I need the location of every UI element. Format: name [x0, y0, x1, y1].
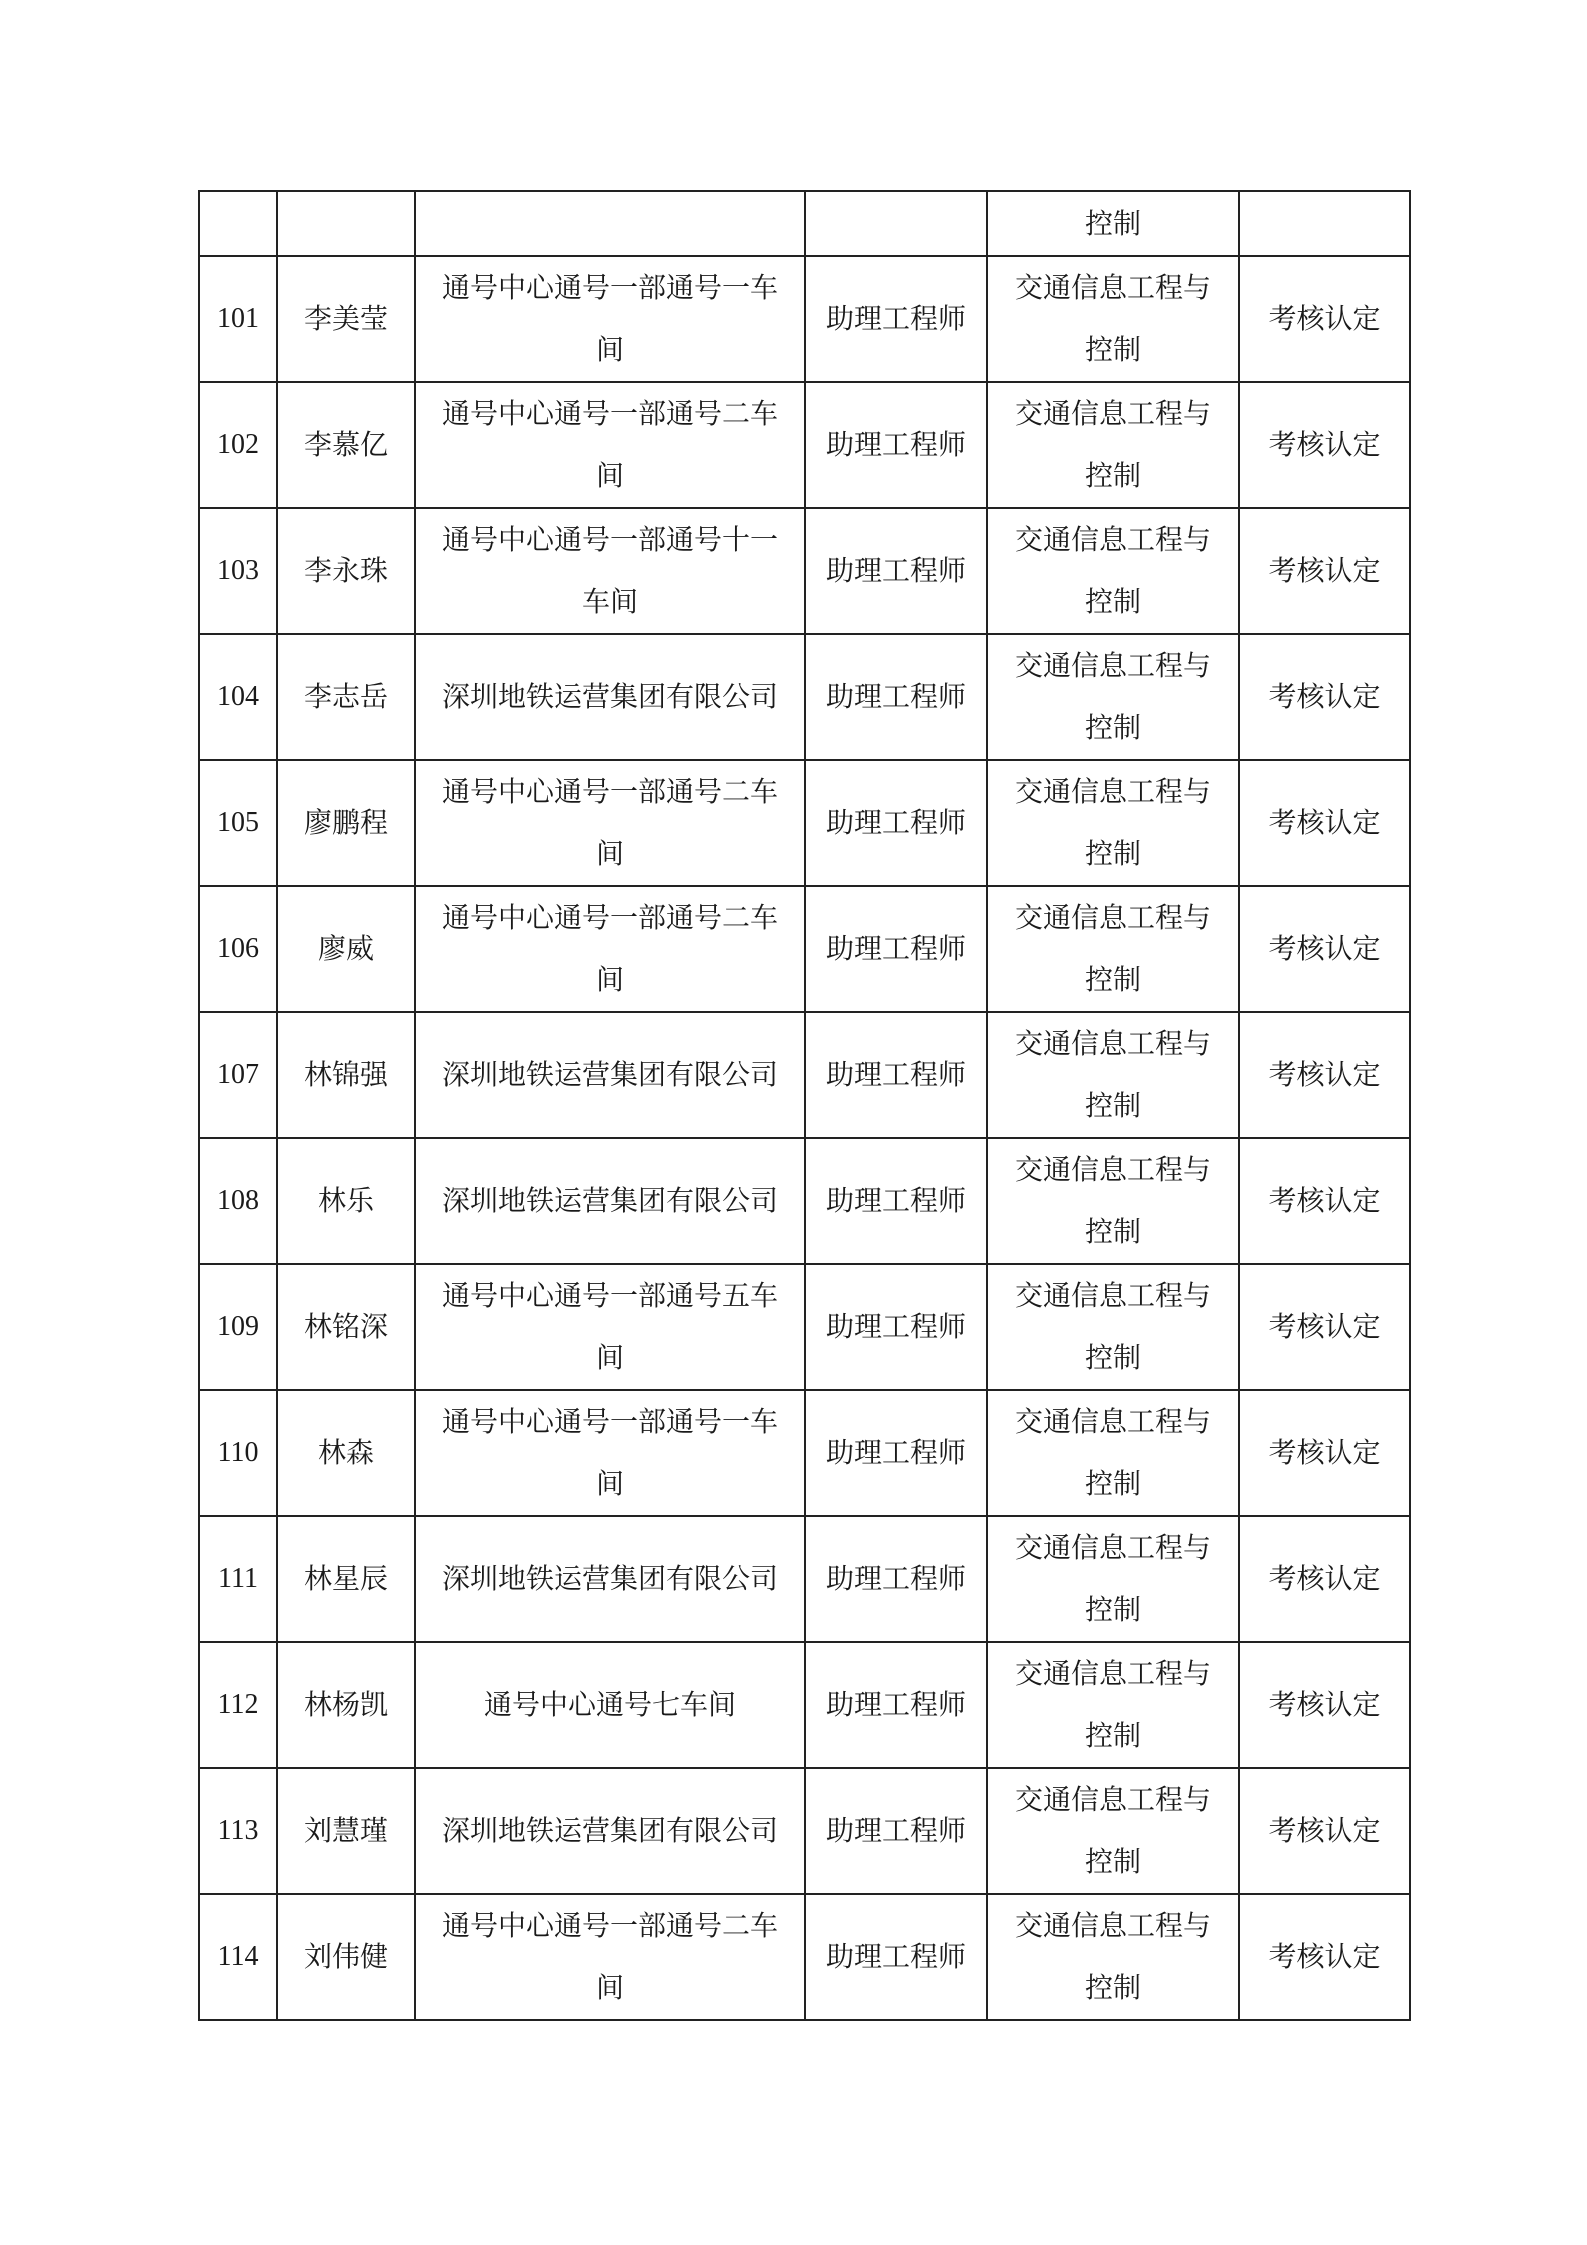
method-cell: 考核认定 — [1239, 1642, 1410, 1768]
method-cell: 考核认定 — [1239, 1138, 1410, 1264]
method-cell: 考核认定 — [1239, 1894, 1410, 2020]
method-cell: 考核认定 — [1239, 1516, 1410, 1642]
title-cell: 助理工程师 — [805, 1768, 987, 1894]
table-row — [199, 1264, 1410, 1390]
title-cell: 助理工程师 — [805, 1264, 987, 1390]
major-cell: 控制 — [987, 191, 1239, 256]
unit-cell: 深圳地铁运营集团有限公司 — [415, 1138, 805, 1264]
continuation-row — [199, 191, 1410, 256]
index-cell — [199, 191, 277, 256]
title-cell: 助理工程师 — [805, 1516, 987, 1642]
title-cell: 助理工程师 — [805, 1642, 987, 1768]
index-cell: 111 — [199, 1516, 277, 1642]
table-row — [199, 382, 1410, 508]
table-row — [199, 508, 1410, 634]
method-cell: 考核认定 — [1239, 382, 1410, 508]
name-cell: 李慕亿 — [277, 382, 415, 508]
table-row — [199, 886, 1410, 1012]
method-cell: 考核认定 — [1239, 508, 1410, 634]
major-cell: 交通信息工程与控制 — [987, 886, 1239, 1012]
major-cell: 交通信息工程与控制 — [987, 1894, 1239, 2020]
table-row — [199, 1390, 1410, 1516]
title-cell: 助理工程师 — [805, 1138, 987, 1264]
major-cell: 交通信息工程与控制 — [987, 1138, 1239, 1264]
table-row — [199, 1642, 1410, 1768]
name-cell: 廖鹏程 — [277, 760, 415, 886]
index-cell: 112 — [199, 1642, 277, 1768]
title-cell: 助理工程师 — [805, 1894, 987, 2020]
unit-cell: 通号中心通号一部通号十一车间 — [415, 508, 805, 634]
name-cell: 林锦强 — [277, 1012, 415, 1138]
unit-cell: 通号中心通号七车间 — [415, 1642, 805, 1768]
index-cell: 110 — [199, 1390, 277, 1516]
major-cell: 交通信息工程与控制 — [987, 256, 1239, 382]
title-cell: 助理工程师 — [805, 508, 987, 634]
method-cell: 考核认定 — [1239, 886, 1410, 1012]
name-cell: 林铭深 — [277, 1264, 415, 1390]
unit-cell: 深圳地铁运营集团有限公司 — [415, 1768, 805, 1894]
name-cell: 林乐 — [277, 1138, 415, 1264]
unit-cell: 通号中心通号一部通号二车间 — [415, 886, 805, 1012]
unit-cell: 通号中心通号一部通号一车间 — [415, 256, 805, 382]
unit-cell: 深圳地铁运营集团有限公司 — [415, 1012, 805, 1138]
name-cell: 李美莹 — [277, 256, 415, 382]
method-cell: 考核认定 — [1239, 634, 1410, 760]
table-row — [199, 1012, 1410, 1138]
unit-cell: 通号中心通号一部通号二车间 — [415, 1894, 805, 2020]
major-cell: 交通信息工程与控制 — [987, 1012, 1239, 1138]
index-cell: 101 — [199, 256, 277, 382]
index-cell: 109 — [199, 1264, 277, 1390]
title-cell: 助理工程师 — [805, 382, 987, 508]
method-cell: 考核认定 — [1239, 256, 1410, 382]
roster-body — [199, 191, 1410, 2020]
unit-cell: 通号中心通号一部通号二车间 — [415, 760, 805, 886]
name-cell: 李志岳 — [277, 634, 415, 760]
index-cell: 106 — [199, 886, 277, 1012]
major-cell: 交通信息工程与控制 — [987, 382, 1239, 508]
title-cell: 助理工程师 — [805, 1012, 987, 1138]
major-cell: 交通信息工程与控制 — [987, 1642, 1239, 1768]
index-cell: 102 — [199, 382, 277, 508]
title-cell: 助理工程师 — [805, 760, 987, 886]
name-cell: 廖威 — [277, 886, 415, 1012]
method-cell: 考核认定 — [1239, 760, 1410, 886]
index-cell: 113 — [199, 1768, 277, 1894]
method-cell: 考核认定 — [1239, 1768, 1410, 1894]
table-row — [199, 760, 1410, 886]
method-cell: 考核认定 — [1239, 1264, 1410, 1390]
major-cell: 交通信息工程与控制 — [987, 634, 1239, 760]
major-cell: 交通信息工程与控制 — [987, 508, 1239, 634]
major-cell: 交通信息工程与控制 — [987, 1768, 1239, 1894]
index-cell: 104 — [199, 634, 277, 760]
title-cell: 助理工程师 — [805, 256, 987, 382]
name-cell: 林森 — [277, 1390, 415, 1516]
table-row — [199, 256, 1410, 382]
title-cell — [805, 191, 987, 256]
table-row — [199, 1138, 1410, 1264]
unit-cell: 深圳地铁运营集团有限公司 — [415, 634, 805, 760]
index-cell: 107 — [199, 1012, 277, 1138]
index-cell: 103 — [199, 508, 277, 634]
index-cell: 105 — [199, 760, 277, 886]
title-cell: 助理工程师 — [805, 634, 987, 760]
name-cell: 刘伟健 — [277, 1894, 415, 2020]
table-row — [199, 1894, 1410, 2020]
unit-cell — [415, 191, 805, 256]
method-cell: 考核认定 — [1239, 1390, 1410, 1516]
name-cell: 李永珠 — [277, 508, 415, 634]
name-cell: 林星辰 — [277, 1516, 415, 1642]
table-row — [199, 634, 1410, 760]
unit-cell: 深圳地铁运营集团有限公司 — [415, 1516, 805, 1642]
roster-table — [198, 190, 1411, 2021]
method-cell — [1239, 191, 1410, 256]
name-cell: 林杨凯 — [277, 1642, 415, 1768]
title-cell: 助理工程师 — [805, 1390, 987, 1516]
index-cell: 108 — [199, 1138, 277, 1264]
name-cell — [277, 191, 415, 256]
method-cell: 考核认定 — [1239, 1012, 1410, 1138]
unit-cell: 通号中心通号一部通号五车间 — [415, 1264, 805, 1390]
title-cell: 助理工程师 — [805, 886, 987, 1012]
major-cell: 交通信息工程与控制 — [987, 1264, 1239, 1390]
table-row — [199, 1516, 1410, 1642]
major-cell: 交通信息工程与控制 — [987, 1516, 1239, 1642]
unit-cell: 通号中心通号一部通号一车间 — [415, 1390, 805, 1516]
major-cell: 交通信息工程与控制 — [987, 760, 1239, 886]
table-row — [199, 1768, 1410, 1894]
major-cell: 交通信息工程与控制 — [987, 1390, 1239, 1516]
index-cell: 114 — [199, 1894, 277, 2020]
unit-cell: 通号中心通号一部通号二车间 — [415, 382, 805, 508]
name-cell: 刘慧瑾 — [277, 1768, 415, 1894]
